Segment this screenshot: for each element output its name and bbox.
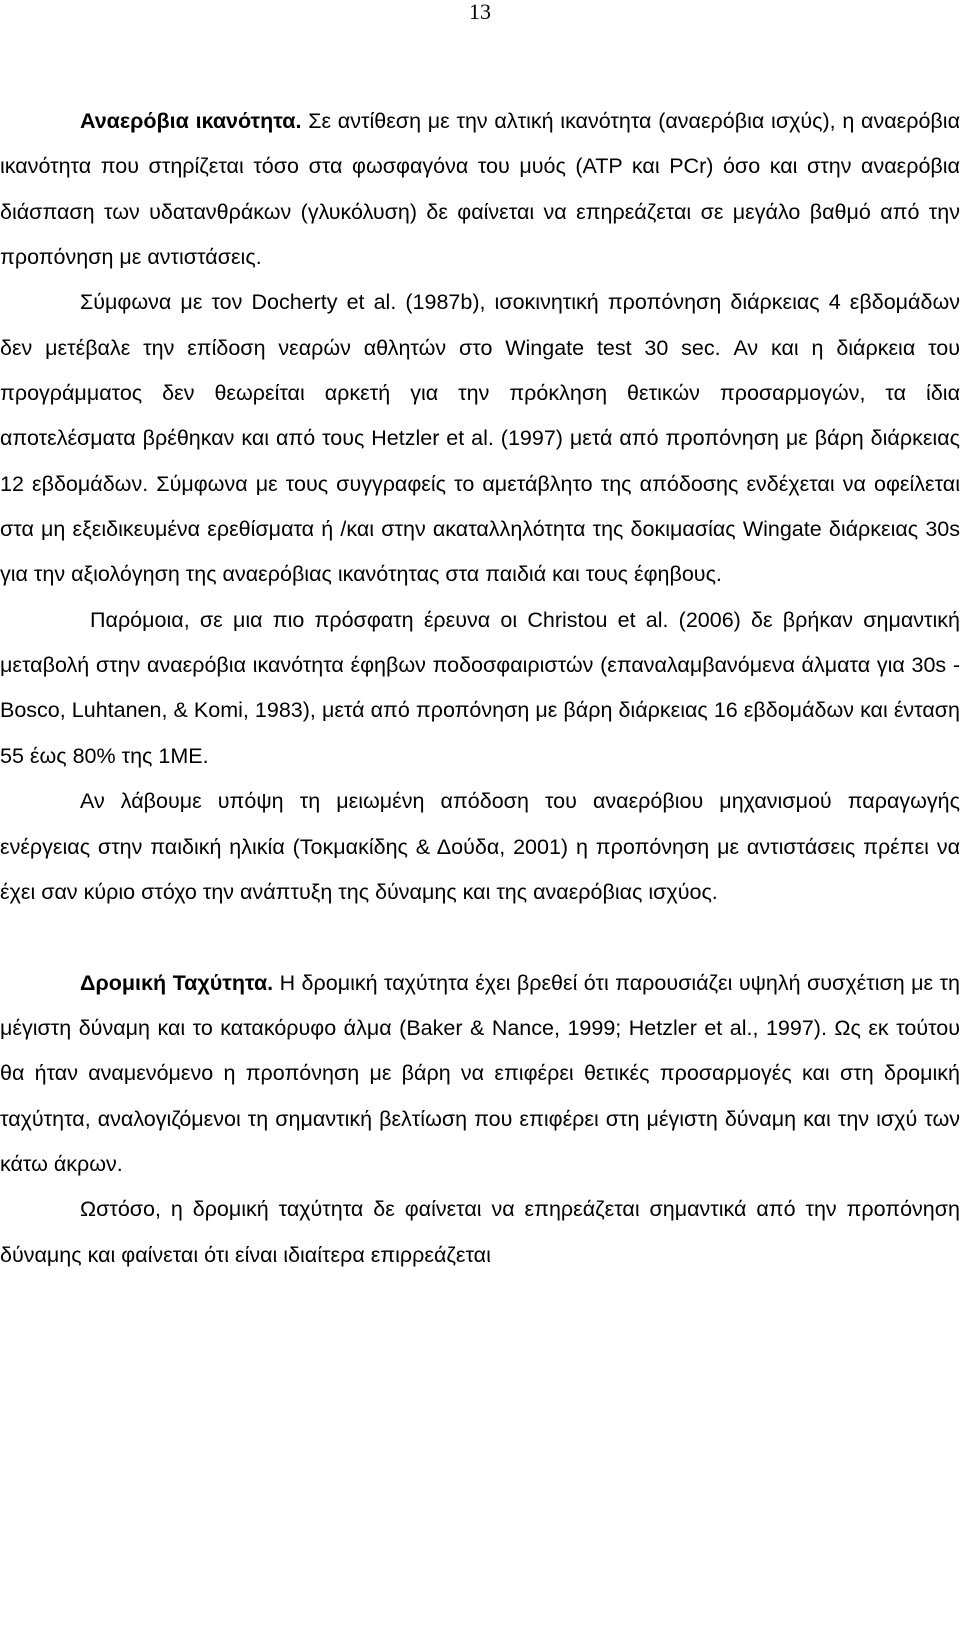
paragraph-text: Σε αντίθεση με την αλτική ικανότητα (αναερόβια ισχύς), η αναερόβια ικανότητα που στηρίζεται τόσο στα φωσφαγόνα του μυός (ATP και PCr) όσο και στην αναερόβια διάσπαση των υδατανθράκων (γλυκόλυση) δε φαίνεται να επηρεάζεται σε μεγάλο βαθμό από την προπόνηση με αντιστάσεις. bbox=[0, 109, 960, 270]
page-number: 13 bbox=[469, 0, 491, 24]
section-spacer bbox=[0, 915, 960, 960]
section-heading-anaerobic: Αναερόβια ικανότητα. bbox=[80, 109, 302, 133]
section-heading-speed: Δρομική Ταχύτητα. bbox=[80, 970, 274, 995]
paragraph-christou: Παρόμοια, σε μια πιο πρόσφατη έρευνα οι Christou et al. (2006) δε βρήκαν σημαντική μεταβολή στην αναερόβια ικανότητα έφηβων ποδοσφαιριστών (επαναλαμβανόμενα άλματα για 30s - Bosco, Luhtanen, & Komi, 1983), μετά από προπόνηση με βάρη διάρκειας 16 εβδομάδων και ένταση 55 έως 80% της 1ΜΕ. bbox=[0, 607, 960, 768]
paragraph-text: Η δρομική ταχύτητα έχει βρεθεί ότι παρουσιάζει υψηλή συσχέτιση με τη μέγιστη δύναμη και το κατακόρυφο άλμα (Baker & Nance, 1999; Hetzler et al., 1997). Ως εκ τούτου θα ήταν αναμενόμενο η προπόνηση με βάρη να επιφέρει θετικές προσαρμογές και στη δρομική ταχύτητα, αναλογιζόμενοι τη σημαντική βελτίωση που επιφέρει στη μέγιστη δύναμη και την ισχύ των κάτω άκρων. bbox=[0, 970, 960, 1176]
paragraph-anaerobic-intro bbox=[0, 99, 960, 280]
paragraph-speed-however: Ωστόσο, η δρομική ταχύτητα δε φαίνεται να επηρεάζεται σημαντικά από την προπόνηση δύναμης και φαίνεται ότι είναι ιδιαίτερα επιρρεάζεται bbox=[0, 1197, 960, 1267]
paragraph-docherty: Σύμφωνα με τον Docherty et al. (1987b), ισοκινητική προπόνηση διάρκειας 4 εβδομάδων δεν μετέβαλε την επίδοση νεαρών αθλητών στο Wingate test 30 sec. Αν και η διάρκεια του προγράμματος δεν θεωρείται αρκετή για την πρόκληση θετικών προσαρμογών, τα ίδια αποτελέσματα βρέθηκαν και από τους Hetzler et al. (1997) μετά από προπόνηση με βάρη διάρκειας 12 εβδομάδων. Σύμφωνα με τους συγγραφείς το αμετάβλητο της απόδοσης ενδέχεται να οφείλεται στα μη εξειδικευμένα ερεθίσματα ή /και στην ακαταλληλότητα της δοκιμασίας Wingate διάρκειας 30s για την αξιολόγηση της αναερόβιας ικανότητας στα παιδιά και τους έφηβους. bbox=[0, 290, 960, 587]
page-body bbox=[0, 99, 960, 1278]
paragraph-speed-intro bbox=[0, 961, 960, 1188]
paragraph-energy-production: Αν λάβουμε υπόψη τη μειωμένη απόδοση του αναερόβιου μηχανισμού παραγωγής ενέργειας στην παιδική ηλικία (Τοκμακίδης & Δούδα, 2001) η προπόνηση με αντιστάσεις πρέπει να έχει σαν κύριο στόχο την ανάπτυξη της δύναμης και της αναερόβιας ισχύος. bbox=[0, 789, 960, 904]
